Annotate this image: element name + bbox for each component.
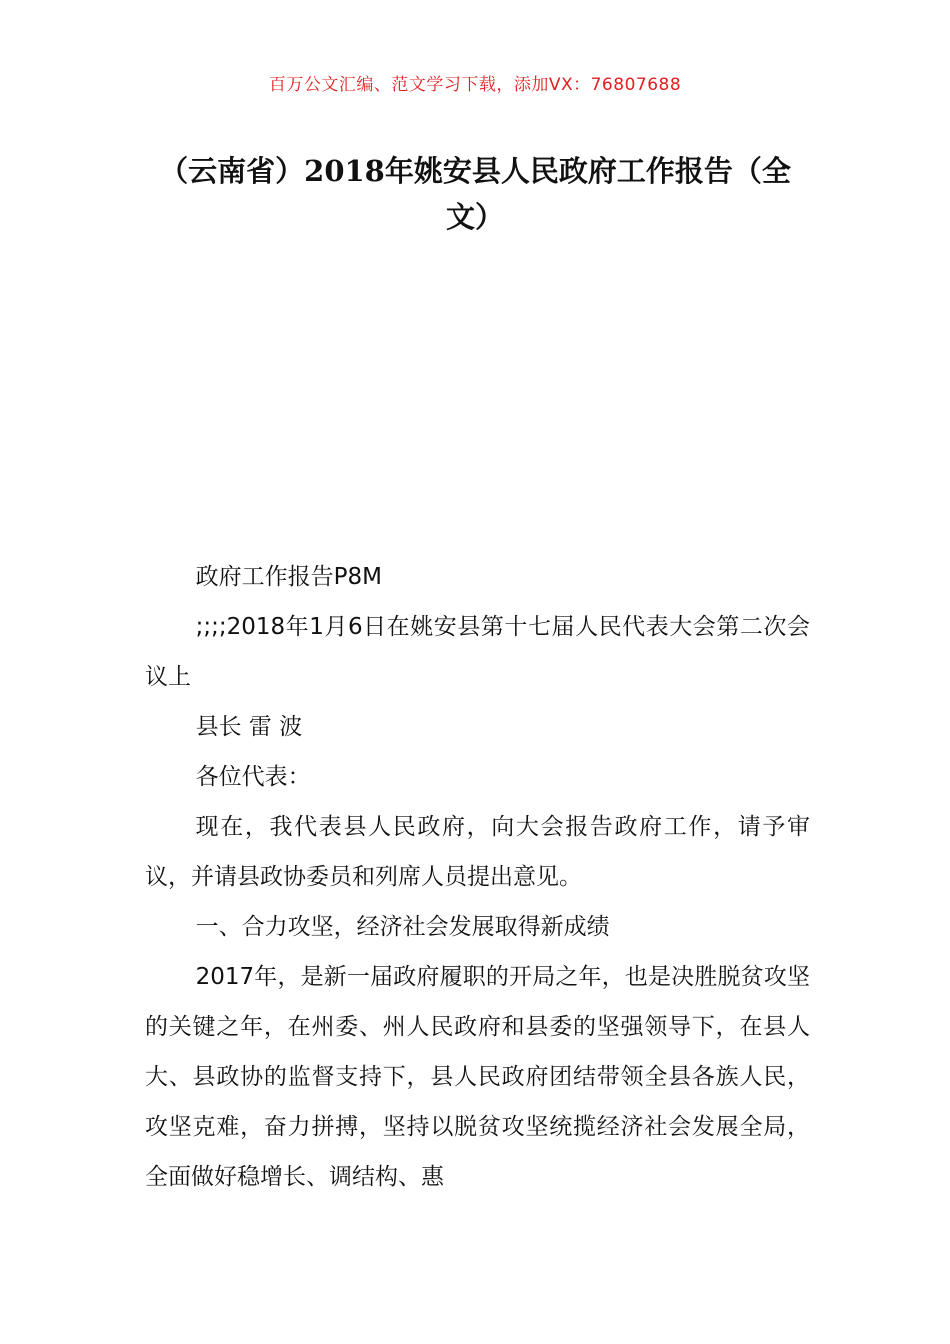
report-heading: 政府工作报告P8M [195,564,382,590]
header-watermark-note: 百万公文汇编、范文学习下载，添加VX：76807688 [268,75,682,95]
meeting-date-line: ;;;;2018年1月6日在姚安县第十七届人民代表大会第二次会议上 [145,614,810,690]
body-paragraph: 2017年，是新一届政府履职的开局之年，也是决胜脱贫攻坚的关键之年，在州委、州人民政府和县委的坚强领导下，在县人大、县政协的监督支持下，县人民政府团结带领全县各族人民，攻坚克难，奋力拼搏，坚持以脱贫攻坚统揽经济社会发展全局，全面做好稳增长、调结构、惠 [145,964,810,1190]
speaker-line: 县长 雷 波 [195,714,303,740]
section-heading-1: 一、合力攻坚，经济社会发展取得新成绩 [195,914,610,940]
document-title: （云南省）2018年姚安县人民政府工作报告（全文） [159,154,791,234]
salutation: 各位代表： [195,764,311,790]
document-body [145,552,810,1202]
intro-paragraph: 现在，我代表县人民政府，向大会报告政府工作，请予审议，并请县政协委员和列席人员提出意见。 [145,814,810,890]
